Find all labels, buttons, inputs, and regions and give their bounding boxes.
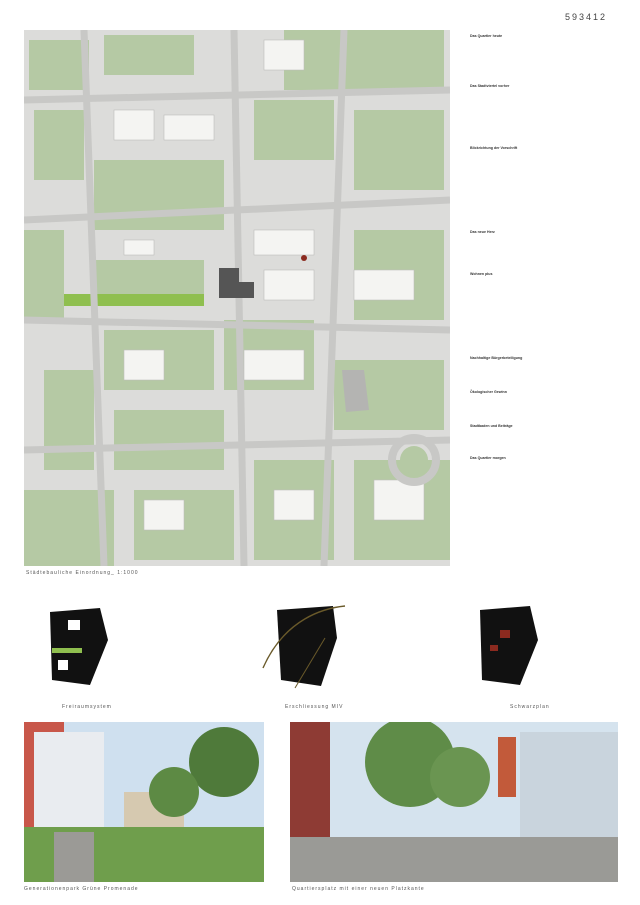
render-promenade — [24, 722, 264, 882]
description-text — [470, 30, 620, 460]
section-title: Nachhaltige Bürgerbeteiligung — [470, 356, 523, 360]
render-caption: Quartiersplatz mit einer neuen Platzkante — [292, 886, 425, 892]
diagram-label: Freiraumsystem — [62, 704, 112, 710]
section-title: Wohnen plus — [470, 272, 493, 276]
section-title: Stadtbaden und Beiträge — [470, 424, 513, 428]
section-title: Blickrichtung der Vorschrift — [470, 146, 518, 150]
site-plan — [24, 30, 450, 566]
section-title: Das Quartier morgen — [470, 456, 506, 460]
section-title: Das neue Herz — [470, 230, 495, 234]
render-quartiersplatz — [290, 722, 618, 882]
render-caption: Generationenpark Grüne Promenade — [24, 886, 139, 892]
site-plan-label: Städtebauliche Einordnung_ 1:1000 — [26, 570, 139, 576]
diagram-label: Erschliessung MIV — [285, 704, 344, 710]
project-code: 593412 — [565, 12, 608, 22]
schwarzplan-diagram — [470, 600, 580, 695]
section-title: Das Stadtviertel vorher — [470, 84, 510, 88]
section-title: Das Quartier heute — [470, 34, 503, 38]
freiraum-diagram — [30, 600, 140, 695]
site-plan-drawing — [24, 30, 450, 566]
erschliessung-diagram — [255, 598, 365, 693]
diagram-label: Schwarzplan — [510, 704, 550, 710]
section-title: Ökologischer Gewinn — [470, 390, 507, 394]
